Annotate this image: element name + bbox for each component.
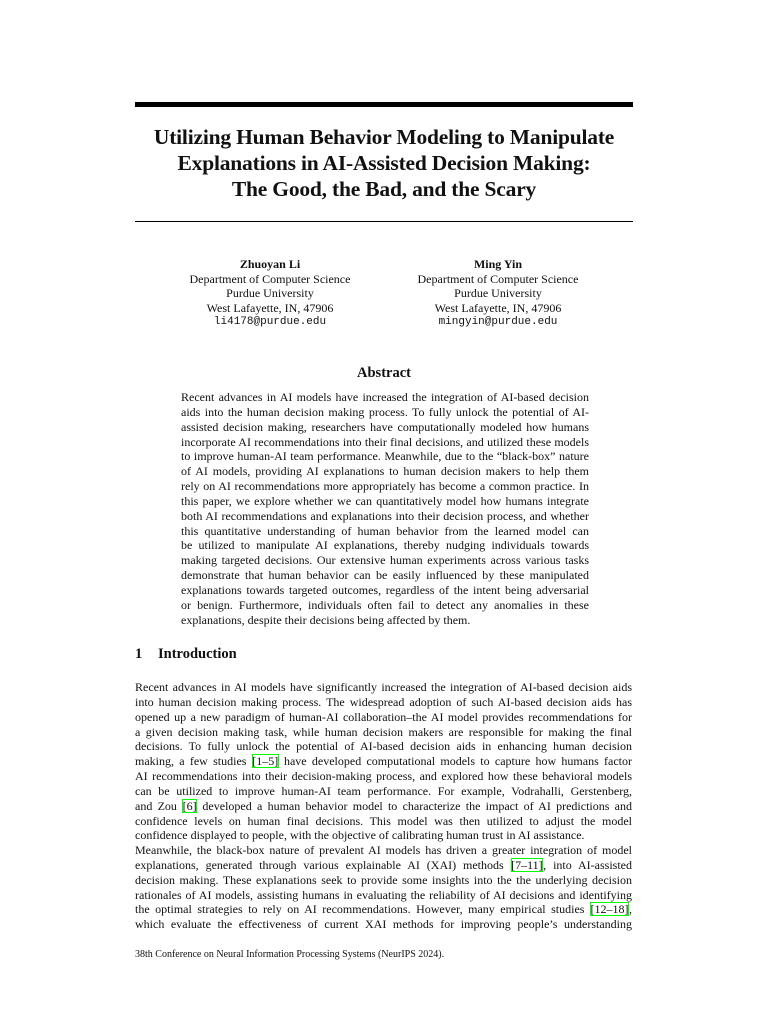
section-title: Introduction <box>158 646 237 662</box>
abstract-body <box>181 390 589 628</box>
author-block-1 <box>150 257 390 330</box>
paragraph-line <box>135 902 632 917</box>
text-span: have developed computational models to capture how humans factor <box>278 754 632 769</box>
author-university: Purdue University <box>226 286 314 301</box>
abstract-line: of AI models, providing AI explanations to human decision makers to help them <box>181 464 589 479</box>
abstract-heading: Abstract <box>357 365 411 381</box>
paragraph-line: decisions. To fully unlock the potential of AI-based decision aids in enhancing human decision <box>135 739 632 754</box>
abstract-line: incorporate AI recommendations into their final decisions, and utilized these models <box>181 434 589 449</box>
paragraph-line: decision making. These explanations seek to provide some insights into the the underlying decision <box>135 872 632 887</box>
author-email[interactable]: li4178@purdue.edu <box>213 316 327 329</box>
citation-link[interactable]: [12–18] <box>590 902 629 917</box>
paragraph-line: opened up a new paradigm of human-AI collaboration–the AI model provides recommendations for <box>135 709 632 724</box>
author-name: Zhuoyan Li <box>239 257 301 271</box>
section-number: 1 <box>135 646 143 662</box>
abstract-line: to improve human-AI team performance. Meanwhile, due to the “black-box” nature <box>181 449 589 464</box>
intro-paragraph-1 <box>135 680 632 843</box>
abstract-line: be utilized to manipulate AI explanations, thereby nudging individuals towards <box>181 538 589 553</box>
abstract-line: aids into the human decision making process. To fully unlock the potential of AI- <box>181 404 589 419</box>
paragraph-line: can be utilized to improve human-AI team performance. For example, Vodrahalli, Gerstenberg, <box>135 783 632 798</box>
conference-footnote: 38th Conference on Neural Information Processing Systems (NeurIPS 2024). <box>135 949 445 960</box>
paragraph-line: confidence levels on human final decisions. This model was then utilized to adjust the model <box>135 813 632 828</box>
paper-title <box>120 124 648 202</box>
text-span: making, a few studies <box>135 754 252 769</box>
author-location: West Lafayette, IN, 47906 <box>206 300 334 315</box>
title-bottom-rule <box>135 221 633 222</box>
paragraph-line: Meanwhile, the black-box nature of prevalent AI models has driven a greater integration of model <box>135 843 632 857</box>
abstract-line: both AI recommendations and explanations into their decision process, and whether <box>181 508 589 523</box>
text-span: and Zou <box>135 798 183 813</box>
abstract-line: explanations towards targeted outcomes, regardless of the intent being adversarial <box>181 582 589 597</box>
paragraph-line: confidence displayed to people, with the objective of calibrating human trust in AI assistance. <box>135 828 585 843</box>
paragraph-line: AI recommendations into their decision-making process, and explored how these behavioral models <box>135 769 632 784</box>
author-department: Department of Computer Science <box>417 271 579 286</box>
text-span: explanations, generated through various explainable AI (XAI) methods <box>135 857 511 872</box>
abstract-line: explanations, despite their decisions being affected by them. <box>181 612 471 627</box>
paragraph-line <box>135 858 632 873</box>
abstract-line: demonstrate that human behavior can be easily influenced by these manipulated <box>181 568 589 583</box>
title-line-1: Utilizing Human Behavior Modeling to Manipulate <box>153 125 615 149</box>
author-location: West Lafayette, IN, 47906 <box>434 300 562 315</box>
abstract-line: making targeted decisions. Our extensive human experiments across various tasks <box>181 553 589 568</box>
title-top-rule <box>135 102 633 107</box>
abstract-line: rely on AI recommendations more appropriately has become a common practice. In <box>181 479 589 494</box>
paragraph-line <box>135 799 632 814</box>
author-name: Ming Yin <box>473 257 523 271</box>
citation-link[interactable]: [1–5] <box>252 754 279 769</box>
abstract-line: Recent advances in AI models have increased the integration of AI-based decision <box>181 390 589 404</box>
abstract-line: or benign. Furthermore, individuals often fail to detect any anomalies in these <box>181 597 589 612</box>
paragraph-line: a given decision making task, while human decision makers are responsible for making the final <box>135 724 632 739</box>
abstract-line: this paper, we explore whether we can quantitatively model how humans integrate <box>181 493 589 508</box>
abstract-line: assisted decision making, researchers have computationally modeled how humans <box>181 419 589 434</box>
author-university: Purdue University <box>454 286 542 301</box>
text-span: the optimal strategies to rely on AI recommendations. However, many empirical studies <box>135 902 590 917</box>
paragraph-line: which evaluate the effectiveness of current XAI methods for improving people’s understanding <box>135 917 632 932</box>
title-line-3: The Good, the Bad, and the Scary <box>231 177 537 201</box>
paragraph-line: into human decision making process. The widespread adoption of such AI-based decision aids has <box>135 694 632 709</box>
title-line-2: Explanations in AI-Assisted Decision Making: <box>177 151 591 175</box>
paragraph-line: Recent advances in AI models have significantly increased the integration of AI-based decision aids <box>135 680 632 694</box>
paragraph-line <box>135 754 632 769</box>
paragraph-line: rationales of AI models, assisting humans in evaluating the reliability of AI decisions and identifying <box>135 887 632 902</box>
author-email[interactable]: mingyin@purdue.edu <box>438 316 558 329</box>
author-department: Department of Computer Science <box>189 271 351 286</box>
section-heading-introduction <box>135 646 237 663</box>
author-block-2 <box>378 257 618 330</box>
citation-link[interactable]: [7–11] <box>511 857 543 872</box>
intro-paragraph-2 <box>135 843 632 932</box>
text-span: developed a human behavior model to characterize the impact of AI predictions and <box>197 798 632 813</box>
abstract-line: this quantitative understanding of human behavior from the learned model can <box>181 523 589 538</box>
text-span: , into AI-assisted <box>543 857 632 872</box>
citation-link[interactable]: [6] <box>182 798 197 813</box>
text-span: , <box>629 902 632 917</box>
